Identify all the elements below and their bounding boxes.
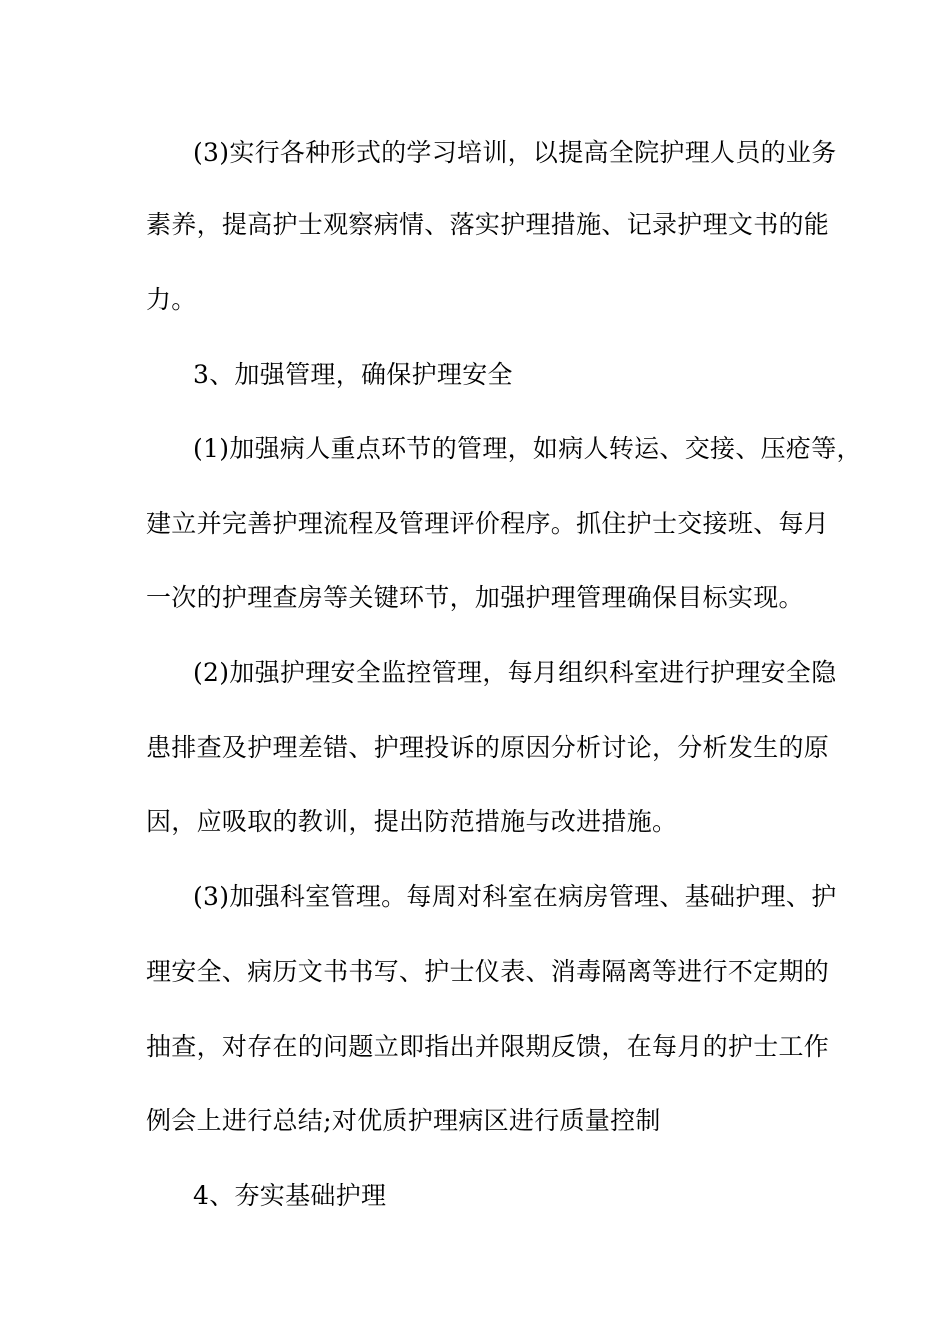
- paragraph-1-line-1: (1)加强病人重点环节的管理，如病人转运、交接、压疮等，: [193, 434, 862, 463]
- paragraph-2-line-1: (2)加强护理安全监控管理，每月组织科室进行护理安全隐: [193, 658, 837, 687]
- paragraph-1-line-3: 一次的护理查房等关键环节，加强护理管理确保目标实现。: [146, 583, 804, 612]
- section-heading-3: 3、加强管理，确保护理安全: [193, 360, 513, 389]
- paragraph-1-line-2: 建立并完善护理流程及管理评价程序。抓住护士交接班、每月: [146, 509, 830, 538]
- paragraph-3-training-line-1: (3)实行各种形式的学习培训，以提高全院护理人员的业务: [193, 138, 837, 167]
- paragraph-2-line-3: 因，应吸取的教训，提出防范措施与改进措施。: [146, 807, 678, 836]
- paragraph-2-line-2: 患排查及护理差错、护理投诉的原因分析讨论，分析发生的原: [146, 733, 830, 762]
- paragraph-3-training-line-2: 素养，提高护士观察病情、落实护理措施、记录护理文书的能: [146, 210, 830, 239]
- paragraph-3-line-2: 理安全、病历文书书写、护士仪表、消毒隔离等进行不定期的: [146, 957, 830, 986]
- paragraph-3-line-3: 抽查，对存在的问题立即指出并限期反馈，在每月的护士工作: [146, 1032, 830, 1061]
- section-heading-4: 4、夯实基础护理: [193, 1181, 387, 1210]
- paragraph-3-training-line-3: 力。: [146, 285, 197, 314]
- paragraph-3-line-1: (3)加强科室管理。每周对科室在病房管理、基础护理、护: [193, 882, 837, 911]
- paragraph-3-line-4: 例会上进行总结;对优质护理病区进行质量控制: [146, 1106, 661, 1135]
